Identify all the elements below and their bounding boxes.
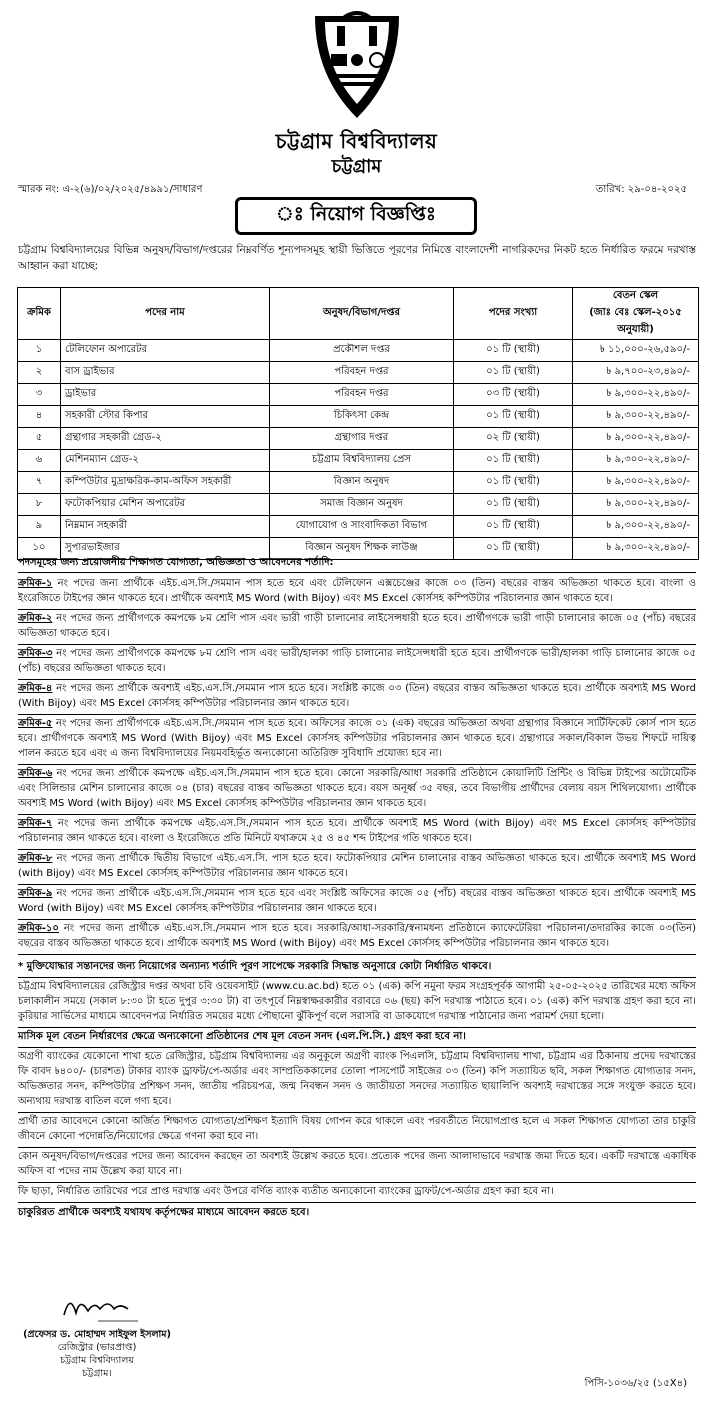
table-row xyxy=(18,472,699,494)
row-scale: ৳ ৯,৩০০-২২,৪৯০/- xyxy=(573,516,699,538)
row-dept: বিজ্ঞান অনুষদ শিক্ষক লাউঞ্জ xyxy=(270,538,454,560)
qualification-item xyxy=(18,645,696,680)
row-serial: ২ xyxy=(18,362,61,384)
row-serial: ৫ xyxy=(18,428,61,450)
qualification-text: নং পদের জন্য প্রার্থীকে এইচ.এস.সি./সমমান পাস হতে হবে। সরকারি/আধা-সরকারি/স্বনামধন্য প্রতিষ্ঠানে ক্যাফেটেরিয়া পরিচালনা/তদারকির কাজে ০৩(তিন) বছরের বাস্তব অভিজ্ঞতা থাকতে হবে। প্রার্থীকে অবশ্যই MS Word (with Bijoy) এবং MS Excel কোর্সসহ কম্পিউটার পরিচালনার জ্ঞান থাকতে হবে। xyxy=(18,923,696,949)
row-post: টেলিফোন অপারেটর xyxy=(61,340,270,362)
quota-note: * মুক্তিযোদ্ধার সন্তানদের জন্য নিয়োগের অন্যান্য শর্তাদি পূরণ সাপেক্ষে সরকারি সিদ্ধান্ত অনুসারে কোটা নির্ধারিত থাকবে। xyxy=(18,958,696,978)
qualification-text: নং পদের জন্য প্রার্থীকে এইচ.এস.সি./সমমান পাস হতে হবে এবং টেলিফোন এক্সচেঞ্জের কাজে ০৩ (তিন) বছরের বাস্তব অভিজ্ঞতা থাকতে হবে। বাংলা ও ইংরেজিতে টাইপের জ্ঞান থাকতে হবে। প্রার্থীকে অবশ্যই MS Word (with Bijoy) এবং MS Excel কোর্সসহ কম্পিউটার পরিচালনার জ্ঞান থাকতে হবে। xyxy=(18,578,696,604)
table-row xyxy=(18,406,699,428)
table-row xyxy=(18,516,699,538)
qualification-item xyxy=(18,815,696,850)
apply-instructions: চট্টগ্রাম বিশ্ববিদ্যালয়ের রেজিস্ট্রার দপ্তর অথবা চবি ওয়েবসাইট (www.cu.ac.bd) হতে ০১ (এক) কপি নমুনা ফরম সংগ্রহপূর্বক আগামী ২৫-০৫-২০২৫ তারিখের মধ্যে অফিস চলাকালীন সময়ে (সকাল ৮:৩০ টা হতে দুপুর ৩:৩০ টা) বা তৎপূর্বে নিম্নস্বাক্ষরকারীর বরাবরে ০৬ (ছয়) কপি দরখাস্ত পাঠাতে হবে। ০১ (এক) কপি দরখাস্ত গ্রহণ করা হবে না। কুরিয়ার সার্ভিসের মাধ্যমে আবেদনপত্র নির্ধারিত সময়ের মধ্যে পৌছানো ঝুঁকিপূর্ণ বলে সরাসরি বা ডাকযোগে দরখাস্ত পাঠানোর জন্য পরামর্শ দেয়া হলো। xyxy=(18,978,696,1028)
university-name: চট্টগ্রাম বিশ্ববিদ্যালয় xyxy=(275,129,438,153)
row-serial: ৯ xyxy=(18,516,61,538)
row-dept: পরিবহন দপ্তর xyxy=(270,362,454,384)
qualification-serial: ক্রমিক-১ xyxy=(18,578,53,589)
row-count: ০১ টি (স্থায়ী) xyxy=(454,450,573,472)
lpc-note: মাসিক মূল বেতন নির্ধারণের ক্ষেত্রে অন্যকোনো প্রতিষ্ঠানের শেষ মূল বেতন সনদ (এল.পি.সি.) গ্রহণ করা হবে না। xyxy=(18,1028,696,1048)
row-serial: ৭ xyxy=(18,472,61,494)
col-count: পদের সংখ্যা xyxy=(454,288,573,340)
qualification-item xyxy=(18,680,696,715)
row-dept: পরিবহন দপ্তর xyxy=(270,384,454,406)
memo-number: স্মারক নং: এ-২(৬)/০২/২০২৫/৪৯৯১/সাধারণ xyxy=(18,184,203,195)
qualification-text: নং পদের জন্য প্রার্থীগণকে কমপক্ষে ৮ম শ্রেণি পাস এবং ভারী/হালকা গাড়ি চালানোর লাইসেন্সধারী হতে হবে। প্রার্থীগণকে ভারী/হালকা গাড়ি চালানোর কাজে ০৫ (পাঁচ) বছরের অভিজ্ঞতা থাকতে হবে। xyxy=(18,648,696,674)
pc-code: পিসি-১০৩৬/২৫ (১৫X৪) xyxy=(584,1378,687,1389)
row-post: ফটোকপিয়ার মেশিন অপারেটর xyxy=(61,494,270,516)
qualification-text: নং পদের জন্য প্রার্থীগণকে এইচ.এস.সি./সমমান পাস হতে হবে। অফিসের কাজে ০১ (এক) বছরের অভিজ্ঞতা অথবা গ্রন্থাগার বিজ্ঞানে সার্টিফিকেট কোর্স পাস হতে হবে। প্রার্থীগণকে অবশ্যই MS Word (With Bijoy) এবং MS Excel কোর্সসহ কম্পিউটার পরিচালনার জ্ঞান থাকতে হবে। গ্রন্থাগারে সকাল/বিকাল উভয় শিফটে দায়িত্ব পালন করতে হবে এবং এ জন্য বিশ্ববিদ্যালয়ের নিয়মবহির্ভূত অন্যকোনো অতিরিক্ত সুবিধাদি প্রযোজ্য হবে না। xyxy=(18,718,696,759)
qualification-item xyxy=(18,920,696,955)
signature-image xyxy=(58,1287,148,1327)
row-dept: চিকিৎসা কেন্দ্র xyxy=(270,406,454,428)
qualification-serial: ক্রমিক-৯ xyxy=(18,888,53,899)
qualification-item xyxy=(18,610,696,645)
qualification-text: নং পদের জন্য প্রার্থীকে এইচ.এস.সি./সমমান পাস হতে হবে এবং সংশ্লিষ্ট অফিসের কাজে ০৫ (পাঁচ) বছরের বাস্তব অভিজ্ঞতা থাকতে হবে। প্রার্থীকে অবশ্যই MS Word (with Bijoy) এবং MS Excel কোর্সসহ কম্পিউটার পরিচালনার জ্ঞান থাকতে হবে। xyxy=(18,888,696,914)
row-post: ড্রাইভার xyxy=(61,384,270,406)
row-dept: বিজ্ঞান অনুষদ xyxy=(270,472,454,494)
row-serial: ৪ xyxy=(18,406,61,428)
qualification-serial: ক্রমিক-৩ xyxy=(18,648,53,659)
row-scale: ৳ ১১,০০০-২৬,৫৯০/- xyxy=(573,340,699,362)
row-dept: সমাজ বিজ্ঞান অনুষদ xyxy=(270,494,454,516)
row-serial: ৮ xyxy=(18,494,61,516)
row-scale: ৳ ৯,৩০০-২২,৪৯০/- xyxy=(573,428,699,450)
row-dept: গ্রন্থাগার দপ্তর xyxy=(270,428,454,450)
qualifications-heading: পদসমূহের জন্য প্রয়োজনীয় শিক্ষাগত যোগ্যতা, অভিজ্ঞতা ও আবেদনের শর্তাদি: xyxy=(18,555,696,573)
table-row xyxy=(18,450,699,472)
qualification-text: নং পদের জন্য প্রার্থীকে কমপক্ষে এইচ.এস.সি./সমমান পাস হতে হবে। প্রার্থীকে অবশ্যই MS Word (with Bijoy) এবং MS Excel কোর্সসহ কম্পিউটার পরিচালনার জ্ঞান থাকতে হবে। বাংলা ও ইংরেজিতে প্রতি মিনিটে যথাক্রমে ২৫ ও ৪৫ শব্দ টাইপের গতি থাকতে হবে। xyxy=(18,818,696,844)
qualification-serial: ক্রমিক-৮ xyxy=(18,853,53,864)
qualification-item xyxy=(18,575,696,610)
row-count: ০৩ টি (স্থায়ী) xyxy=(454,384,573,406)
row-scale: ৳ ৯,৩০০-২২,৪৯০/- xyxy=(573,406,699,428)
qualification-text: নং পদের জন্য প্রার্থীগণকে কমপক্ষে ৮ম শ্রেণি পাস এবং ভারী গাড়ী চালানোর লাইসেন্সধারী হতে হবে। প্রার্থীগণকে ভারী গাড়ী চালানোর কাজে ০৫ (পাঁচ) বছরের অভিজ্ঞতা থাকতে হবে। xyxy=(18,613,696,639)
notice-date: তারিখ: ২৯-০৪-২০২৫ xyxy=(595,184,687,195)
row-dept: যোগাযোগ ও সাংবাদিকতা বিভাগ xyxy=(270,516,454,538)
row-post: সুপারভাইজার xyxy=(61,538,270,560)
post-mention-note: কোন অনুষদ/বিভাগ/দপ্তরের পদের জন্য আবেদন করছেন তা অবশ্যই উল্লেখ করতে হবে। প্রত্যেক পদের জন্য আলাদাভাবে দরখাস্ত জমা দিতে হবে। একটি দরখাস্তে একাধিক অফিস বা পদের নাম উল্লেখ করা যাবে না। xyxy=(18,1148,696,1183)
row-serial: ১০ xyxy=(18,538,61,560)
intro-paragraph: চট্টগ্রাম বিশ্ববিদ্যালয়ের বিভিন্ন অনুষদ/বিভাগ/দপ্তরের নিম্নবর্ণিত শূন্যপদসমূহ স্থায়ী ভিত্তিতে পূরণের নিমিত্তে বাংলাদেশী নাগরিকদের নিকট হতে নির্ধারিত ফরমে দরখাস্ত আহ্বান করা যাচ্ছে: xyxy=(18,244,696,272)
posts-table xyxy=(17,287,699,560)
row-scale: ৳ ৯,৩০০-২২,৪৯০/- xyxy=(573,472,699,494)
qualification-serial: ক্রমিক-১০ xyxy=(18,923,59,934)
service-note: চাকুরিরত প্রার্থীকে অবশ্যই যথাযথ কর্তৃপক্ষের মাধ্যমে আবেদন করতে হবে। xyxy=(18,1207,310,1218)
row-post: মেশিনম্যান গ্রেড-২ xyxy=(61,450,270,472)
table-row xyxy=(18,362,699,384)
col-post: পদের নাম xyxy=(61,288,270,340)
row-count: ০১ টি (স্থায়ী) xyxy=(454,538,573,560)
row-serial: ১ xyxy=(18,340,61,362)
qualification-serial: ক্রমিক-৫ xyxy=(18,718,53,729)
row-count: ০১ টি (স্থায়ী) xyxy=(454,406,573,428)
signatory-org: চট্টগ্রাম বিশ্ববিদ্যালয় xyxy=(60,1355,134,1366)
bank-instructions: অগ্রণী ব্যাংকের যেকোনো শাখা হতে রেজিস্ট্রার, চট্টগ্রাম বিশ্ববিদ্যালয় এর অনুকূলে অগ্রণী ব্যাংক পিএলসি, চট্টগ্রাম বিশ্ববিদ্যালয় শাখা, চট্টগ্রাম এর ঠিকানায় প্রদেয় দরখাস্তের ফি বাবদ ৳৪০০/- (চারশত) টাকার ব্যাংক ড্রাফট/পে-অর্ডার এবং সাম্প্রতিককালের তোলা পাসপোর্ট সাইজের ০৩ (তিন) কপি সত্যায়িত ছবি, সকল শিক্ষাগত যোগ্যতার সনদ, অভিজ্ঞতার সনদ, কম্পিউটার প্রশিক্ষণ সনদ, জাতীয় পরিচয়পত্র, জন্ম নিবন্ধন সনদ ও জাতীয়তা সনদের সত্যায়িত ছায়ালিপি অবশ্যই দরখাস্তের সঙ্গে সংযুক্ত করতে হবে। অন্যথায় দরখাস্ত বাতিল বলে গণ্য হবে। xyxy=(18,1048,696,1113)
qualification-serial: ক্রমিক-৪ xyxy=(18,683,53,694)
qualification-item xyxy=(18,765,696,815)
qualification-serial: ক্রমিক-৭ xyxy=(18,818,53,829)
qualification-item xyxy=(18,715,696,765)
row-count: ০১ টি (স্থায়ী) xyxy=(454,340,573,362)
row-serial: ৬ xyxy=(18,450,61,472)
row-scale: ৳ ৯,৩০০-২২,৪৯০/- xyxy=(573,494,699,516)
row-count: ০১ টি (স্থায়ী) xyxy=(454,362,573,384)
row-post: গ্রন্থাগার সহকারী গ্রেড-২ xyxy=(61,428,270,450)
signatory-city: চট্টগ্রাম। xyxy=(82,1368,112,1379)
row-dept: চট্টগ্রাম বিশ্ববিদ্যালয় প্রেস xyxy=(270,450,454,472)
col-scale-sub: (জাঃ বেঃ স্কেল-২০১৫ অনুযায়ী) xyxy=(589,307,682,335)
row-count: ০১ টি (স্থায়ী) xyxy=(454,516,573,538)
col-dept: অনুষদ/বিভাগ/দপ্তর xyxy=(270,288,454,340)
row-scale: ৳ ৯,৭০০-২৩,৪৯০/- xyxy=(573,362,699,384)
fee-note: ফি ছাড়া, নির্ধারিত তারিখের পরে প্রাপ্ত দরখাস্ত এবং উপরে বর্ণিত ব্যাংক ব্যতীত অন্যকোনো ব্যাংকের ড্রাফট/পে-অর্ডার গ্রহণ করা হবে না। xyxy=(18,1183,696,1203)
notice-title: ঃ নিয়োগ বিজ্ঞপ্তিঃ xyxy=(235,197,477,235)
university-city: চট্টগ্রাম xyxy=(331,156,382,177)
table-row xyxy=(18,340,699,362)
row-serial: ৩ xyxy=(18,384,61,406)
col-scale xyxy=(573,288,699,340)
qualification-text: নং পদের জন্য প্রার্থীকে অবশ্যই এইচ.এস.সি./সমমান পাস হতে হবে। সংশ্লিষ্ট কাজে ০৩ (তিন) বছরের বাস্তব অভিজ্ঞতা থাকতে হবে। প্রার্থীকে অবশ্যই MS Word (With Bijoy) এবং MS Excel কোর্সসহ কম্পিউটার পরিচালনার জ্ঞান থাকতে হবে। xyxy=(18,683,696,709)
signatory-block xyxy=(22,1328,172,1380)
table-row xyxy=(18,494,699,516)
signatory-name: (প্রফেসর ড. মোহাম্মদ সাইফুল ইসলাম) xyxy=(23,1329,171,1340)
row-count: ০১ টি (স্থায়ী) xyxy=(454,472,573,494)
row-post: নিম্নমান সহকারী xyxy=(61,516,270,538)
concealment-note: প্রার্থী তার আবেদনে কোনো অর্জিত শিক্ষাগত যোগ্যতা/প্রশিক্ষণ ইত্যাদি বিষয় গোপন করে থাকলে এবং পরবর্তীতে নিয়োগপ্রাপ্ত হলে এ সকল শিক্ষাগত যোগ্যতা তার চাকুরি জীবনে কোনো পদোন্নতি/নিয়োগের ক্ষেত্রে গণনা করা হবে না। xyxy=(18,1113,696,1148)
qualification-item xyxy=(18,885,696,920)
table-row xyxy=(18,428,699,450)
qualifications-section xyxy=(18,555,696,1220)
row-post: বাস ড্রাইভার xyxy=(61,362,270,384)
row-scale: ৳ ৯,৩০০-২২,৪৯০/- xyxy=(573,384,699,406)
university-logo-icon xyxy=(305,6,409,124)
col-serial: ক্রমিক xyxy=(18,288,61,340)
row-dept: প্রকৌশল দপ্তর xyxy=(270,340,454,362)
table-row xyxy=(18,384,699,406)
qualification-text: নং পদের জন্য প্রার্থীকে কমপক্ষে এইচ.এস.সি./সমমান পাস হতে হবে। কোনো সরকারি/আধা সরকারি প্রতিষ্ঠানে কোয়ালিটি প্রিন্টিং ও বিভিন্ন টাইপের অটোমেটিক এবং সিলিন্ডার মেশিন চালানোর কাজে ০৪ (চার) বছরের বাস্তব অভিজ্ঞতা থাকতে হবে। বয়স অনূর্ধ্ব ৩৫ বছর, তবে বিভাগীয় প্রার্থীদের বেলায় বয়স শিথিলযোগ্য। প্রার্থীকে অবশ্যই MS Word (with Bijoy) এবং MS Excel কোর্সসহ কম্পিউটার পরিচালনার জ্ঞান থাকতে হবে। xyxy=(18,768,696,809)
row-post: সহকারী স্টোর কিপার xyxy=(61,406,270,428)
row-scale: ৳ ৯,৩০০-২২,৪৯০/- xyxy=(573,538,699,560)
row-post: কম্পিউটার মুদ্রাক্ষরিক-কাম-অফিস সহকারী xyxy=(61,472,270,494)
signatory-role: রেজিস্ট্রার (ভারপ্রাপ্ত) xyxy=(57,1342,137,1353)
qualification-text: নং পদের জন্য প্রার্থীকে দ্বিতীয় বিভাগে এইচ.এস.সি. পাস হতে হবে। ফটোকপিয়ার মেশিন চালানোর বাস্তব অভিজ্ঞতা থাকতে হবে। প্রার্থীকে অবশ্যই MS Word (with Bijoy) এবং MS Excel কোর্সসহ কম্পিউটার পরিচালনার জ্ঞান থাকতে হবে। xyxy=(18,853,696,879)
row-count: ০১ টি (স্থায়ী) xyxy=(454,494,573,516)
table-header-row xyxy=(18,288,699,340)
row-scale: ৳ ৯,৩০০-২২,৪৯০/- xyxy=(573,450,699,472)
qualification-item xyxy=(18,850,696,885)
qualification-serial: ক্রমিক-২ xyxy=(18,613,53,624)
col-scale-label: বেতন স্কেল xyxy=(612,290,659,301)
qualification-serial: ক্রমিক-৬ xyxy=(18,768,53,779)
row-count: ০২ টি (স্থায়ী) xyxy=(454,428,573,450)
